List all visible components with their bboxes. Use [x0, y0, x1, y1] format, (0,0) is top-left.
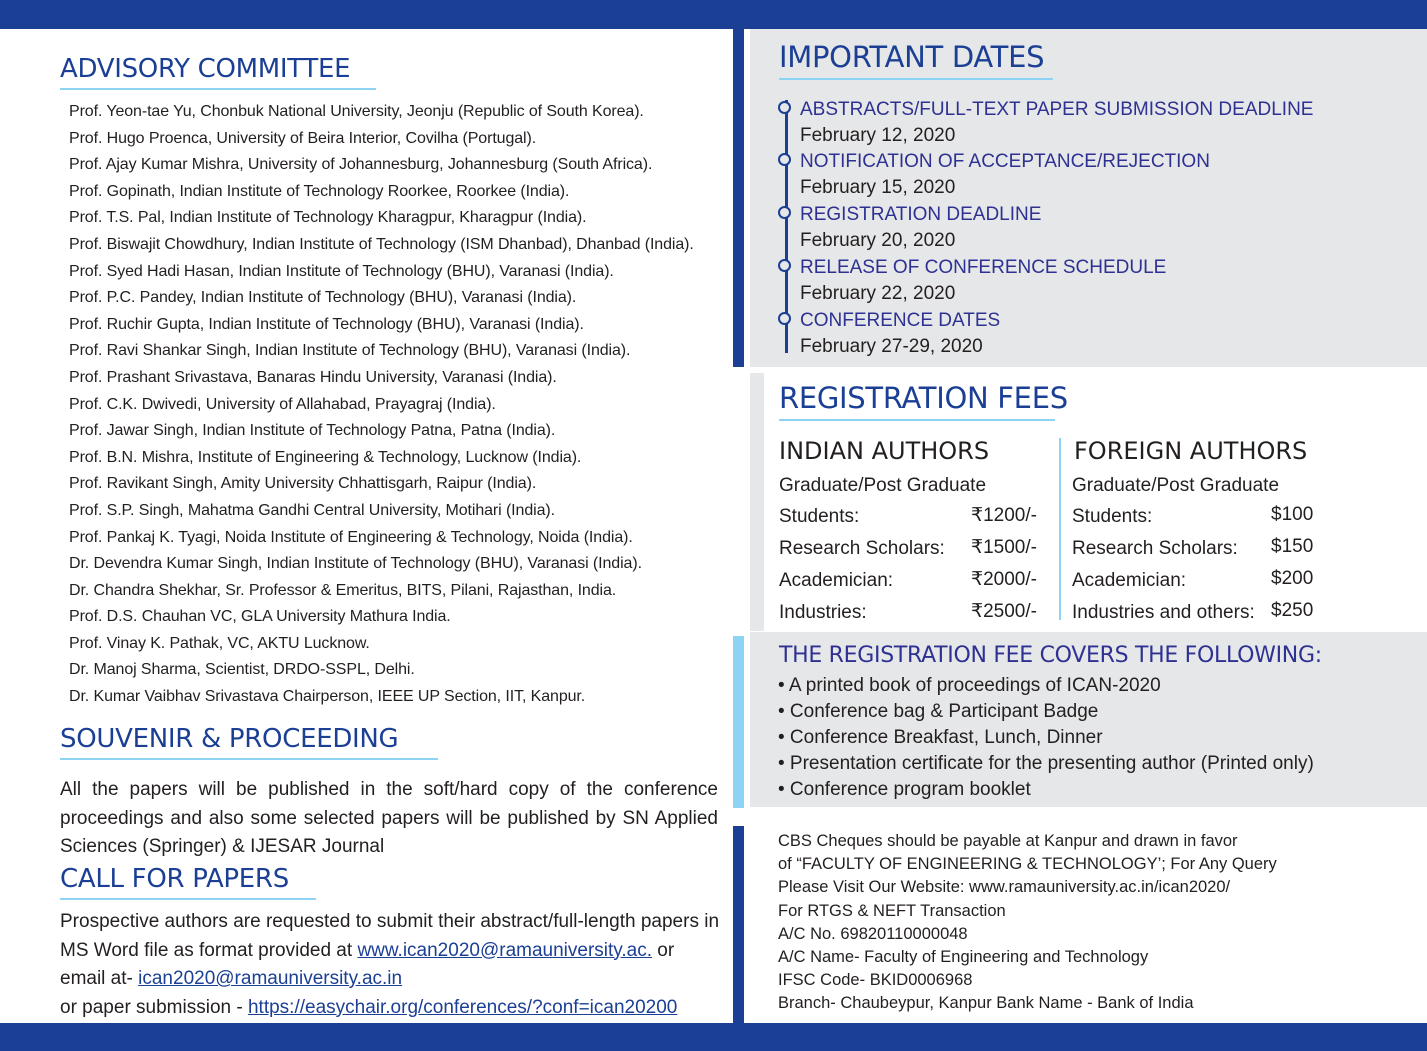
- payment-line: For RTGS & NEFT Transaction: [778, 901, 1006, 920]
- date-value: February 20, 2020: [800, 230, 956, 251]
- date-label: REGISTRATION DEADLINE: [800, 204, 1042, 225]
- foreign-subheading: Graduate/Post Graduate: [1072, 475, 1280, 496]
- committee-member: Prof. Syed Hadi Hasan, Indian Institute of Technology (BHU), Varanasi (India).: [69, 262, 614, 280]
- committee-member: Prof. D.S. Chauhan VC, GLA University Mathura India.: [69, 608, 451, 626]
- heading-underline: [779, 419, 1055, 421]
- date-label: CONFERENCE DATES: [800, 310, 1001, 331]
- committee-member: Prof. T.S. Pal, Indian Institute of Technology Kharagpur, Kharagpur (India).: [69, 209, 587, 227]
- committee-member: Prof. Yeon-tae Yu, Chonbuk National University, Jeonju (Republic of South Korea).: [69, 103, 644, 120]
- fees-divider: [1059, 438, 1061, 620]
- top-bar: [0, 0, 1427, 29]
- committee-member: Prof. Hugo Proenca, University of Beira Interior, Covilha (Portugal).: [69, 129, 537, 147]
- committee-member: Prof. Gopinath, Indian Institute of Technology Roorkee, Roorkee (India).: [69, 182, 570, 200]
- fee-label: Academician:: [779, 570, 894, 591]
- committee-member: Prof. P.C. Pandey, Indian Institute of Technology (BHU), Varanasi (India).: [69, 289, 577, 307]
- fee-amount: ₹2000/-: [971, 569, 1037, 590]
- fee-amount: ₹1200/-: [971, 505, 1037, 526]
- heading-underline: [60, 758, 438, 760]
- date-value: February 15, 2020: [800, 177, 956, 198]
- date-label: RELEASE OF CONFERENCE SCHEDULE: [800, 257, 1167, 278]
- heading-text: REGISTRATION FEES: [779, 381, 1068, 415]
- souvenir-text: All the papers will be published in the soft/hard copy of the conference proceedings and also some selected papers will be published by SN Applied Sciences (Springer) & IJESAR Journal: [60, 779, 718, 857]
- fee-cover-item: • Conference program booklet: [778, 779, 1031, 800]
- heading-underline: [779, 78, 1053, 80]
- fee-amount: $150: [1271, 536, 1314, 557]
- fee-amount: ₹1500/-: [971, 537, 1037, 558]
- submission-link[interactable]: https://easychair.org/conferences/?conf=ican20200: [247, 996, 678, 1018]
- committee-member: Prof. Ajay Kumar Mishra, University of Johannesburg, Johannesburg (South Africa).: [69, 156, 653, 174]
- fees-side-strip: [750, 373, 764, 631]
- registration-fees-heading: [779, 381, 1068, 415]
- cfp-text-1: Prospective authors are requested to submit their abstract/full-length papers in MS Word file as format provided at: [60, 911, 720, 961]
- column-divider: [733, 29, 744, 367]
- date-value: February 22, 2020: [800, 283, 956, 304]
- payment-line: Branch- Chaubeypur, Kanpur Bank Name - Bank of India: [778, 994, 1194, 1013]
- committee-member: Prof. Ruchir Gupta, Indian Institute of Technology (BHU), Varanasi (India).: [69, 315, 584, 333]
- timeline-dot-icon: [778, 101, 791, 114]
- call-for-papers-heading: [60, 864, 289, 894]
- fee-label: Research Scholars:: [779, 538, 945, 559]
- committee-member: Prof. Biswajit Chowdhury, Indian Institute of Technology (ISM Dhanbad), Dhanbad (India).: [69, 235, 694, 253]
- payment-line: Please Visit Our Website: www.ramauniversity.ac.in/ican2020/: [778, 878, 1231, 897]
- fee-cover-item: • Conference bag & Participant Badge: [778, 701, 1099, 722]
- column-divider-accent: [733, 636, 744, 808]
- payment-line: A/C No. 69820110000048: [778, 924, 968, 943]
- heading-text: ADVISORY COMMITTEE: [60, 54, 351, 84]
- committee-member: Prof. B.N. Mishra, Institute of Engineering & Technology, Lucknow (India).: [69, 448, 582, 466]
- indian-subheading: Graduate/Post Graduate: [779, 475, 987, 496]
- committee-member: Prof. Ravi Shankar Singh, Indian Institute of Technology (BHU), Varanasi (India).: [69, 342, 631, 360]
- committee-member: Prof. S.P. Singh, Mahatma Gandhi Central University, Motihari (India).: [69, 501, 555, 519]
- payment-details: [778, 830, 1277, 1016]
- committee-member: Dr. Chandra Shekhar, Sr. Professor & Emeritus, BITS, Pilani, Rajasthan, India.: [69, 581, 617, 599]
- fee-amount: $100: [1271, 504, 1314, 525]
- bottom-bar: [0, 1023, 1427, 1051]
- call-for-papers-text: [60, 908, 720, 1022]
- date-label: NOTIFICATION OF ACCEPTANCE/REJECTION: [800, 151, 1210, 172]
- committee-member: Dr. Kumar Vaibhav Srivastava Chairperson, IEEE UP Section, IIT, Kanpur.: [69, 688, 586, 706]
- fee-label: Research Scholars:: [1072, 538, 1238, 559]
- committee-member: Prof. Jawar Singh, Indian Institute of Technology Patna, Patna (India).: [69, 422, 556, 440]
- fee-cover-item: • Presentation certificate for the presenting author (Printed only): [778, 753, 1314, 774]
- cfp-text-3: or paper submission -: [60, 996, 243, 1018]
- souvenir-heading: [60, 724, 398, 754]
- committee-member: Dr. Devendra Kumar Singh, Indian Institute of Technology (BHU), Varanasi (India).: [69, 555, 642, 573]
- date-value: February 12, 2020: [800, 125, 956, 146]
- heading-text: CALL FOR PAPERS: [60, 864, 289, 894]
- indian-authors-heading: INDIAN AUTHORS: [779, 437, 990, 465]
- timeline-dot-icon: [778, 312, 791, 325]
- date-value: February 27-29, 2020: [800, 336, 983, 357]
- important-dates-heading: [779, 40, 1044, 74]
- cfp-text-2: or email at-: [60, 939, 675, 989]
- fee-label: Industries:: [779, 602, 867, 623]
- fee-cover-item: • Conference Breakfast, Lunch, Dinner: [778, 727, 1103, 748]
- fee-covers-list: [778, 673, 1314, 803]
- email-link[interactable]: ican2020@ramauniversity.ac.in: [138, 968, 403, 989]
- payment-line: IFSC Code- BKID0006968: [778, 971, 973, 990]
- payment-line: of “FACULTY OF ENGINEERING & TECHNOLOGY’; For Any Query: [778, 855, 1277, 874]
- heading-underline: [60, 898, 316, 900]
- foreign-authors-heading: FOREIGN AUTHORS: [1074, 437, 1308, 465]
- committee-member: Prof. Vinay K. Pathak, VC, AKTU Lucknow.: [69, 634, 370, 652]
- timeline-dot-icon: [778, 153, 791, 166]
- column-divider-lower: [733, 826, 744, 1023]
- heading-text: IMPORTANT DATES: [779, 40, 1045, 74]
- heading-underline: [60, 88, 376, 90]
- fee-label: Industries and others:: [1072, 602, 1255, 623]
- fee-cover-item: • A printed book of proceedings of ICAN-2020: [778, 675, 1161, 696]
- fee-covers-heading: THE REGISTRATION FEE COVERS THE FOLLOWING:: [779, 643, 1322, 668]
- date-label: ABSTRACTS/FULL-TEXT PAPER SUBMISSION DEADLINE: [800, 99, 1314, 120]
- committee-member: Dr. Manoj Sharma, Scientist, DRDO-SSPL, Delhi.: [69, 661, 415, 679]
- heading-text: SOUVENIR & PROCEEDING: [60, 724, 399, 754]
- committee-member: Prof. Prashant Srivastava, Banaras Hindu University, Varanasi (India).: [69, 368, 557, 386]
- fee-amount: ₹2500/-: [971, 601, 1037, 622]
- payment-line: A/C Name- Faculty of Engineering and Technology: [778, 947, 1149, 966]
- fee-label: Students:: [1072, 506, 1153, 527]
- committee-member: Prof. Pankaj K. Tyagi, Noida Institute of Engineering & Technology, Noida (India).: [69, 528, 633, 546]
- committee-member: Prof. Ravikant Singh, Amity University Chhattisgarh, Raipur (India).: [69, 475, 537, 493]
- timeline-dot-icon: [778, 259, 791, 272]
- advisory-committee-list: [69, 99, 694, 711]
- committee-member: Prof. C.K. Dwivedi, University of Allahabad, Prayagraj (India).: [69, 395, 496, 413]
- advisory-committee-heading: [60, 54, 350, 84]
- fee-amount: $200: [1271, 568, 1314, 589]
- fee-label: Students:: [779, 506, 860, 527]
- timeline-dot-icon: [778, 206, 791, 219]
- fee-label: Academician:: [1072, 570, 1187, 591]
- fee-amount: $250: [1271, 600, 1314, 621]
- website-link[interactable]: www.ican2020@ramauniversity.ac.: [357, 939, 652, 961]
- payment-line: CBS Cheques should be payable at Kanpur and drawn in favor: [778, 832, 1238, 850]
